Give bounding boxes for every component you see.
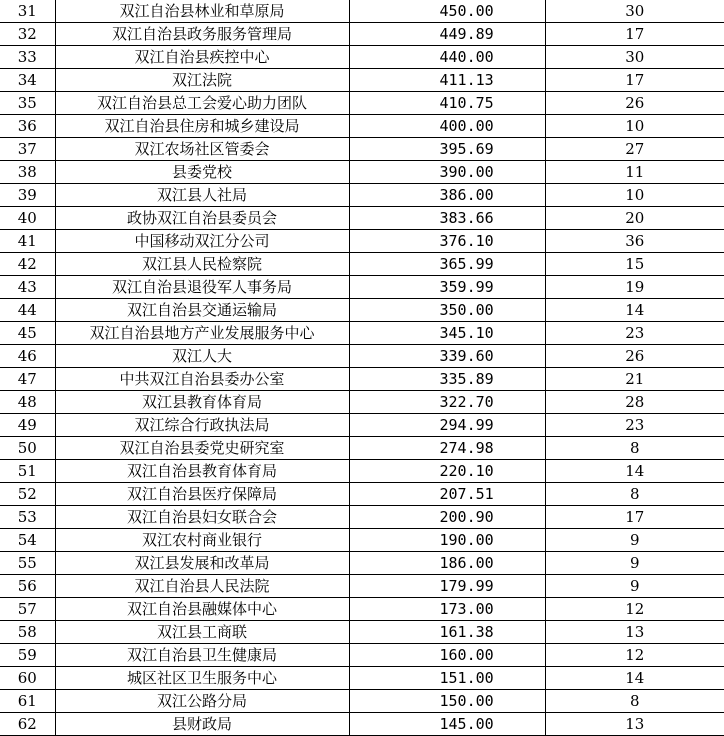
amount-cell: 335.89 xyxy=(349,368,545,391)
table-row xyxy=(0,69,724,92)
row-number-cell: 40 xyxy=(0,207,55,230)
row-number-cell: 50 xyxy=(0,437,55,460)
row-number-cell: 34 xyxy=(0,69,55,92)
row-number-cell: 57 xyxy=(0,598,55,621)
row-number-cell: 33 xyxy=(0,46,55,69)
unit-name-cell: 双江自治县教育体育局 xyxy=(55,460,349,483)
unit-name-cell: 县委党校 xyxy=(55,161,349,184)
table-row xyxy=(0,483,724,506)
unit-name-cell: 双江综合行政执法局 xyxy=(55,414,349,437)
amount-cell: 359.99 xyxy=(349,276,545,299)
row-number-cell: 61 xyxy=(0,690,55,713)
count-cell: 14 xyxy=(545,667,724,690)
unit-name-cell: 双江人大 xyxy=(55,345,349,368)
amount-cell: 186.00 xyxy=(349,552,545,575)
unit-name-cell: 双江自治县地方产业发展服务中心 xyxy=(55,322,349,345)
table-row xyxy=(0,391,724,414)
row-number-cell: 45 xyxy=(0,322,55,345)
row-number-cell: 39 xyxy=(0,184,55,207)
count-cell: 23 xyxy=(545,414,724,437)
unit-name-cell: 双江自治县医疗保障局 xyxy=(55,483,349,506)
count-cell: 26 xyxy=(545,92,724,115)
row-number-cell: 42 xyxy=(0,253,55,276)
table-row xyxy=(0,92,724,115)
unit-name-cell: 双江自治县总工会爱心助力团队 xyxy=(55,92,349,115)
row-number-cell: 44 xyxy=(0,299,55,322)
row-number-cell: 62 xyxy=(0,713,55,736)
unit-name-cell: 中共双江自治县委办公室 xyxy=(55,368,349,391)
unit-name-cell: 双江自治县融媒体中心 xyxy=(55,598,349,621)
count-cell: 27 xyxy=(545,138,724,161)
row-number-cell: 36 xyxy=(0,115,55,138)
table-row xyxy=(0,506,724,529)
unit-name-cell: 双江自治县疾控中心 xyxy=(55,46,349,69)
count-cell: 9 xyxy=(545,552,724,575)
table-row xyxy=(0,184,724,207)
count-cell: 13 xyxy=(545,621,724,644)
count-cell: 20 xyxy=(545,207,724,230)
table-row xyxy=(0,529,724,552)
count-cell: 36 xyxy=(545,230,724,253)
table-row xyxy=(0,46,724,69)
row-number-cell: 47 xyxy=(0,368,55,391)
count-cell: 14 xyxy=(545,299,724,322)
amount-cell: 200.90 xyxy=(349,506,545,529)
count-cell: 8 xyxy=(545,690,724,713)
amount-cell: 386.00 xyxy=(349,184,545,207)
amount-cell: 150.00 xyxy=(349,690,545,713)
row-number-cell: 54 xyxy=(0,529,55,552)
table-row xyxy=(0,644,724,667)
unit-name-cell: 双江农场社区管委会 xyxy=(55,138,349,161)
table-row xyxy=(0,552,724,575)
unit-name-cell: 双江自治县林业和草原局 xyxy=(55,0,349,23)
count-cell: 13 xyxy=(545,713,724,736)
amount-cell: 383.66 xyxy=(349,207,545,230)
unit-name-cell: 双江自治县住房和城乡建设局 xyxy=(55,115,349,138)
count-cell: 28 xyxy=(545,391,724,414)
amount-cell: 151.00 xyxy=(349,667,545,690)
amount-cell: 440.00 xyxy=(349,46,545,69)
table-row xyxy=(0,23,724,46)
count-cell: 17 xyxy=(545,506,724,529)
count-cell: 10 xyxy=(545,184,724,207)
table-row xyxy=(0,437,724,460)
count-cell: 14 xyxy=(545,460,724,483)
amount-cell: 160.00 xyxy=(349,644,545,667)
amount-cell: 145.00 xyxy=(349,713,545,736)
row-number-cell: 52 xyxy=(0,483,55,506)
unit-name-cell: 双江县发展和改革局 xyxy=(55,552,349,575)
amount-cell: 207.51 xyxy=(349,483,545,506)
count-cell: 19 xyxy=(545,276,724,299)
table-row xyxy=(0,0,724,23)
table-row xyxy=(0,161,724,184)
table-row xyxy=(0,621,724,644)
amount-cell: 173.00 xyxy=(349,598,545,621)
amount-cell: 365.99 xyxy=(349,253,545,276)
table-row xyxy=(0,713,724,736)
count-cell: 23 xyxy=(545,322,724,345)
amount-cell: 345.10 xyxy=(349,322,545,345)
unit-name-cell: 县财政局 xyxy=(55,713,349,736)
count-cell: 15 xyxy=(545,253,724,276)
unit-name-cell: 双江法院 xyxy=(55,69,349,92)
amount-cell: 400.00 xyxy=(349,115,545,138)
unit-name-cell: 双江自治县卫生健康局 xyxy=(55,644,349,667)
row-number-cell: 59 xyxy=(0,644,55,667)
table-row xyxy=(0,299,724,322)
row-number-cell: 60 xyxy=(0,667,55,690)
unit-name-cell: 双江自治县人民法院 xyxy=(55,575,349,598)
count-cell: 11 xyxy=(545,161,724,184)
amount-cell: 376.10 xyxy=(349,230,545,253)
row-number-cell: 41 xyxy=(0,230,55,253)
unit-name-cell: 双江自治县妇女联合会 xyxy=(55,506,349,529)
table-row xyxy=(0,207,724,230)
row-number-cell: 53 xyxy=(0,506,55,529)
count-cell: 10 xyxy=(545,115,724,138)
unit-name-cell: 双江自治县政务服务管理局 xyxy=(55,23,349,46)
unit-name-cell: 双江自治县交通运输局 xyxy=(55,299,349,322)
count-cell: 21 xyxy=(545,368,724,391)
amount-cell: 390.00 xyxy=(349,161,545,184)
count-cell: 8 xyxy=(545,437,724,460)
table-row xyxy=(0,414,724,437)
amount-cell: 322.70 xyxy=(349,391,545,414)
count-cell: 17 xyxy=(545,69,724,92)
amount-cell: 274.98 xyxy=(349,437,545,460)
table-row xyxy=(0,322,724,345)
unit-name-cell: 双江自治县退役军人事务局 xyxy=(55,276,349,299)
count-cell: 17 xyxy=(545,23,724,46)
amount-cell: 350.00 xyxy=(349,299,545,322)
table-row xyxy=(0,667,724,690)
unit-name-cell: 中国移动双江分公司 xyxy=(55,230,349,253)
table-row xyxy=(0,115,724,138)
count-cell: 12 xyxy=(545,598,724,621)
unit-name-cell: 双江自治县委党史研究室 xyxy=(55,437,349,460)
amount-cell: 450.00 xyxy=(349,0,545,23)
unit-name-cell: 双江农村商业银行 xyxy=(55,529,349,552)
table-row xyxy=(0,345,724,368)
row-number-cell: 32 xyxy=(0,23,55,46)
count-cell: 9 xyxy=(545,529,724,552)
amount-cell: 179.99 xyxy=(349,575,545,598)
row-number-cell: 55 xyxy=(0,552,55,575)
row-number-cell: 35 xyxy=(0,92,55,115)
amount-cell: 339.60 xyxy=(349,345,545,368)
amount-cell: 161.38 xyxy=(349,621,545,644)
unit-name-cell: 双江县工商联 xyxy=(55,621,349,644)
amount-cell: 395.69 xyxy=(349,138,545,161)
row-number-cell: 46 xyxy=(0,345,55,368)
count-cell: 12 xyxy=(545,644,724,667)
row-number-cell: 48 xyxy=(0,391,55,414)
row-number-cell: 38 xyxy=(0,161,55,184)
table-row xyxy=(0,690,724,713)
table-row xyxy=(0,460,724,483)
count-cell: 8 xyxy=(545,483,724,506)
table-row xyxy=(0,598,724,621)
count-cell: 30 xyxy=(545,46,724,69)
count-cell: 9 xyxy=(545,575,724,598)
row-number-cell: 37 xyxy=(0,138,55,161)
row-number-cell: 51 xyxy=(0,460,55,483)
amount-cell: 410.75 xyxy=(349,92,545,115)
table-row xyxy=(0,138,724,161)
amount-cell: 449.89 xyxy=(349,23,545,46)
row-number-cell: 31 xyxy=(0,0,55,23)
table-row xyxy=(0,575,724,598)
row-number-cell: 56 xyxy=(0,575,55,598)
table-row xyxy=(0,253,724,276)
row-number-cell: 58 xyxy=(0,621,55,644)
amount-cell: 220.10 xyxy=(349,460,545,483)
count-cell: 30 xyxy=(545,0,724,23)
table-row xyxy=(0,276,724,299)
row-number-cell: 49 xyxy=(0,414,55,437)
row-number-cell: 43 xyxy=(0,276,55,299)
amount-cell: 411.13 xyxy=(349,69,545,92)
unit-name-cell: 双江县教育体育局 xyxy=(55,391,349,414)
table-row xyxy=(0,368,724,391)
unit-name-cell: 双江县人民检察院 xyxy=(55,253,349,276)
amount-cell: 294.99 xyxy=(349,414,545,437)
unit-name-cell: 双江县人社局 xyxy=(55,184,349,207)
table-row xyxy=(0,230,724,253)
unit-name-cell: 双江公路分局 xyxy=(55,690,349,713)
amount-cell: 190.00 xyxy=(349,529,545,552)
unit-name-cell: 城区社区卫生服务中心 xyxy=(55,667,349,690)
count-cell: 26 xyxy=(545,345,724,368)
unit-name-cell: 政协双江自治县委员会 xyxy=(55,207,349,230)
